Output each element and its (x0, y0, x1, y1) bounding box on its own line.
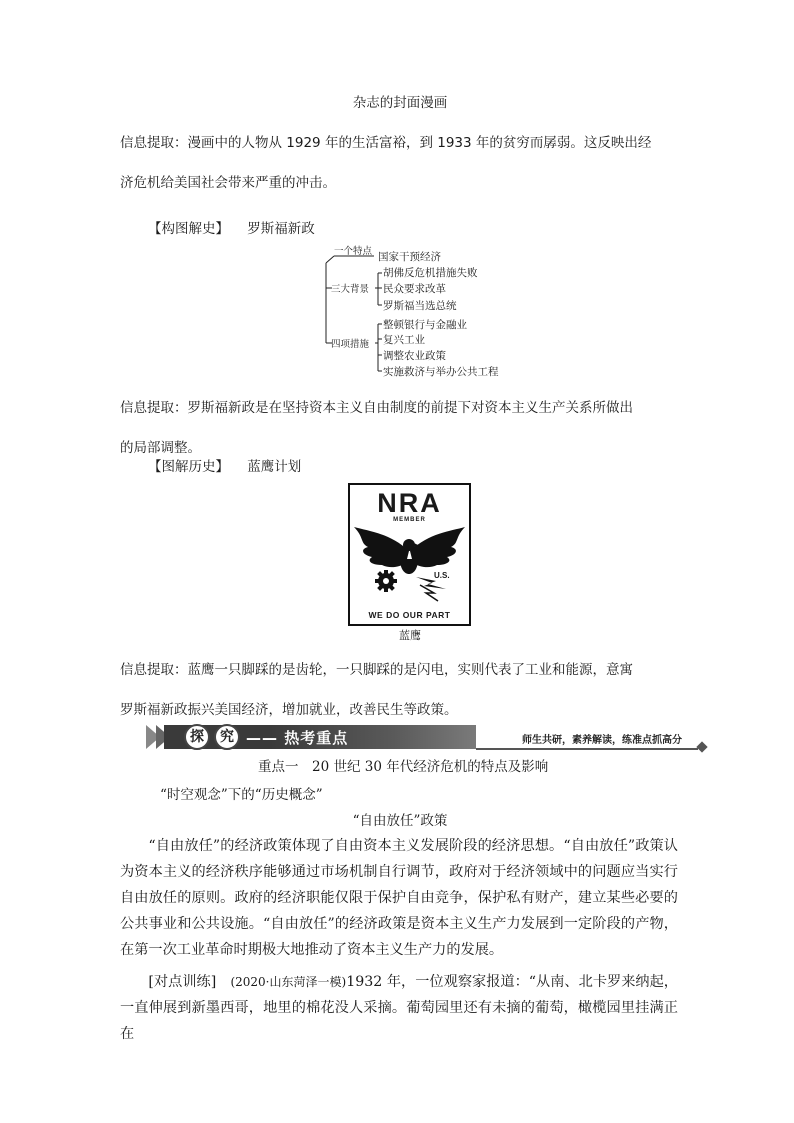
diagram-group-label: 一个特点 (334, 246, 373, 257)
diagram-group-label: 四项措施 (331, 339, 370, 350)
info-extract-2-line2: 的局部调整。 (120, 440, 201, 456)
section-heading-new-deal (148, 219, 315, 239)
exercise-text: 1932 年，一位观察家报道：“从南、北卡罗来纳起，一直伸展到新墨西哥，地里的棉花没人采摘。葡萄园里还有未摘的葡萄，橄榄园里挂满正在 (120, 974, 678, 1042)
diagram-item: 整顿银行与金融业 (383, 319, 467, 331)
cartoon-caption: 杂志的封面漫画 (352, 95, 448, 111)
diagram-item: 罗斯福当选总统 (383, 300, 457, 312)
info-extract-3-line1: 信息提取：蓝鹰一只脚踩的是齿轮，一只脚踩的是闪电，实则代表了工业和能源，意寓 (120, 662, 633, 678)
exercise-paragraph (120, 969, 678, 1047)
info-extract-1 (120, 123, 680, 203)
diagram-item: 胡佛反危机措施失败 (383, 267, 478, 279)
poster-member-text: MEMBER (393, 517, 426, 523)
diamond-icon (696, 741, 707, 752)
poster-caption: 蓝鹰 (399, 629, 421, 642)
info-extract-2 (120, 388, 680, 468)
diagram-item: 国家干预经济 (378, 251, 441, 263)
section-tag: 【图解历史】 (148, 459, 229, 475)
poster-nra-text: NRA (377, 488, 442, 518)
banner-tagline: 师生共研，素养解读，练准点抓高分 (522, 735, 682, 746)
nra-blue-eagle-poster (348, 483, 471, 626)
info-extract-1-line2: 济危机给美国社会带来严重的冲击。 (120, 175, 336, 191)
poster-us-text: U.S. (434, 571, 450, 580)
diagram-item: 复兴工业 (383, 334, 425, 346)
section-tag: 【构图解史】 (148, 221, 229, 237)
section-banner (120, 722, 710, 754)
exercise-tag: [对点训练] (148, 974, 217, 990)
poster-bottom-text: WE DO OUR PART (368, 610, 451, 620)
diagram-item: 调整农业政策 (383, 350, 446, 362)
diagram-group-label: 三大背景 (331, 284, 370, 295)
policy-paragraph: “自由放任”的经济政策体现了自由资本主义发展阶段的经济思想。“自由放任”政策认为资本主义的经济秩序能够通过市场机制自行调节，政府对于经济领域中的问题应当实行自由放任的原则。政府的经济职能仅限于保护自由竞争，保护私有财产，建立某些必要的公共事业和公共设施。“自由放任”的经济政策是资本主义生产力发展到一定阶段的产物，在第一次工业革命时期极大地推动了资本主义生产力的发展。 (120, 838, 678, 958)
banner-title: —— 热考重点 (246, 729, 349, 747)
concept-heading: “时空观念”下的“历史概念” (160, 787, 323, 803)
diagram-item: 实施救济与举办公共工程 (383, 366, 499, 378)
section-title: 罗斯福新政 (247, 221, 315, 237)
section-heading-blue-eagle (148, 457, 301, 477)
new-deal-structure-diagram (320, 243, 540, 383)
exercise-source: (2020·山东菏泽一模) (230, 975, 347, 989)
info-extract-3 (120, 650, 680, 730)
banner-underline (476, 748, 698, 750)
info-extract-2-line1: 信息提取：罗斯福新政是在坚持资本主义自由制度的前提下对资本主义生产关系所做出 (120, 400, 633, 416)
banner-char-badge: 究 (214, 724, 240, 750)
diagram-item: 民众要求改革 (383, 283, 446, 295)
info-extract-3-line2: 罗斯福新政振兴美国经济，增加就业，改善民生等政策。 (120, 702, 458, 718)
banner-char-badge: 探 (184, 724, 210, 750)
info-extract-1-line1: 信息提取：漫画中的人物从 1929 年的生活富裕，到 1933 年的贫穷而孱弱。这反映出经 (120, 135, 652, 151)
policy-title: “自由放任”政策 (352, 813, 448, 829)
blue-eagle-icon (350, 523, 469, 613)
key-point-title: 重点一 20 世纪 30 年代经济危机的特点及影响 (258, 759, 549, 775)
section-title: 蓝鹰计划 (247, 459, 302, 475)
